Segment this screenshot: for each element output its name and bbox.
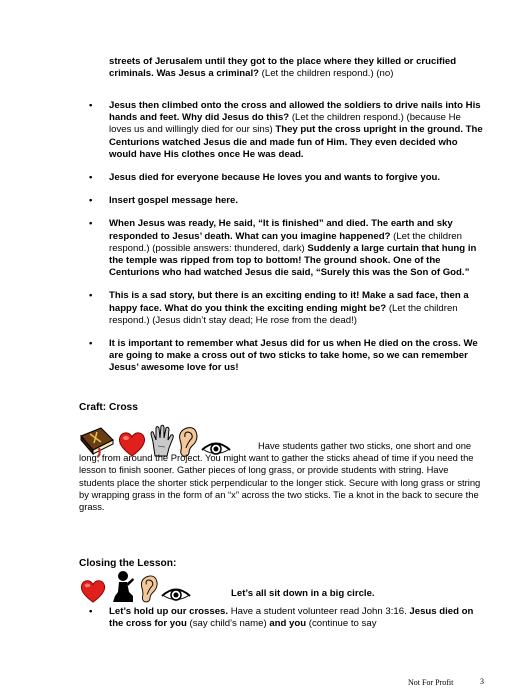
bullet-text-bold: Jesus died on the cross for you	[109, 606, 474, 630]
bullet-item	[89, 195, 484, 207]
closing-icon-row	[79, 570, 191, 609]
bullet-text-bold: and you	[269, 618, 307, 630]
bullet-text-bold: Jesus then climbed onto the cross and allowed the soldiers to drive nails into His hands and feet. Why did Jesus do this?	[109, 100, 481, 124]
bullet-list	[89, 100, 484, 386]
bullet-item	[89, 218, 484, 279]
kneeling-prayer-icon	[109, 570, 137, 609]
bullet-text-normal: (Let the children respond.) (possible answers: thundered, dark)	[109, 230, 462, 254]
bullet-dot: •	[89, 195, 93, 207]
bullet-text-bold: Insert gospel message here.	[109, 195, 239, 207]
bullet-text-bold: Let’s hold up our crosses.	[109, 606, 229, 617]
bullet-dot: •	[89, 338, 93, 350]
bullet-text-bold: It is important to remember what Jesus did for us when He died on the cross. We are going to make a cross out of two sticks to take home, so we can remember Jesus’ awesome love for us!	[109, 338, 478, 374]
page-number: 3	[480, 677, 484, 686]
bullet-item	[89, 100, 484, 161]
closing-bullet-item	[89, 606, 484, 630]
closing-title: Closing the Lesson:	[79, 558, 177, 569]
bullet-text-normal: (continue to say	[306, 618, 377, 630]
footer-text: Not For Profit	[408, 678, 454, 687]
bullet-text-bold: This is a sad story, but there is an exciting ending to it! Make a sad face, then a happy face. What do you think the exciting ending might be?	[109, 290, 469, 314]
bullet-text-normal: (Let the children respond.) (Jesus didn’t stay dead; He rose from the dead!)	[109, 302, 458, 326]
bullet-text-normal: (Let the children respond.) (because He loves us and willingly died for our sins)	[109, 112, 461, 136]
bullet-dot: •	[89, 100, 93, 111]
bullet-dot: •	[89, 606, 93, 617]
continuation-paragraph	[109, 56, 481, 80]
continuation-normal-text: (Let the children respond.) (no)	[259, 68, 394, 80]
ear-icon	[139, 574, 159, 609]
bullet-item	[89, 338, 484, 375]
bullet-text-bold: Suddenly a large curtain that hung in the temple was ripped from top to bottom! The ground shook. One of the Centurions who had watched Jesus die said, “Surely this was the Son of God.”	[109, 242, 477, 279]
bullet-dot: •	[89, 290, 93, 302]
bullet-item	[89, 172, 484, 184]
craft-instructions	[79, 440, 483, 513]
bullet-dot: •	[89, 218, 93, 230]
bullet-item	[89, 290, 484, 327]
bullet-text-bold: They put the cross upright in the ground. The Centurions watched Jesus die and made fun of Him. They even decided who would have His clothes once He was dead.	[109, 124, 483, 160]
bullet-text-normal: (say child’s name)	[186, 618, 270, 630]
closing-lead-text: Let’s all sit down in a big circle.	[231, 588, 375, 599]
bullet-dot: •	[89, 172, 93, 184]
heart-icon	[79, 578, 107, 609]
bullet-text-bold: Jesus died for everyone because He loves you and wants to forgive you.	[109, 172, 441, 184]
craft-text: Have students gather two sticks, one short and one long, from around the Project. You might want to gather the sticks ahead of time if you need the lesson to finish sooner. Gather pieces of long grass, or provide students with string. Have students place the shorter stick perpendicular to the longer stick. Secure with long grass or string by wrapping grass in the form of an “x” across the two sticks. Tie a knot in the back to secure the grass.	[79, 440, 481, 513]
continuation-bold-text: streets of Jerusalem until they got to the place where they killed or crucified criminals. Was Jesus a criminal?	[109, 56, 457, 80]
bullet-text-bold: When Jesus was ready, He said, “It is finished” and died. The earth and sky responded to Jesus’ death. What can you imagine happened?	[109, 218, 453, 242]
bullet-text-normal: Have a student volunteer read John 3:16.	[228, 606, 410, 617]
craft-title: Craft: Cross	[79, 402, 138, 413]
